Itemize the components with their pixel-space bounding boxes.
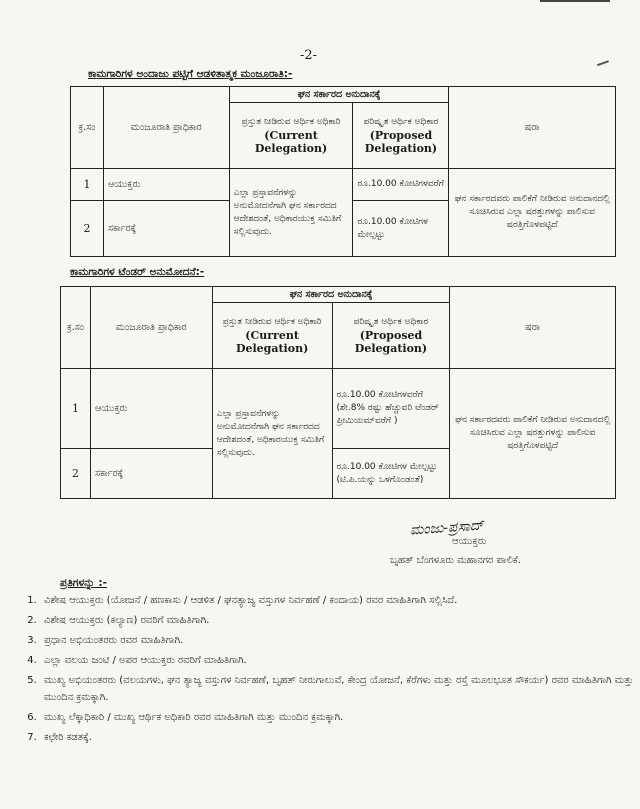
remarks-cell: ಘನ ಸರ್ಕಾರದವರು ಪಾಲಿಕೆಗೆ ನೀಡಿರುವ ಅನುದಾನದಲ್ಲಿ ಸೂಚಿಸಿರುವ ಎಲ್ಲಾ ಷರತ್ತುಗಳನ್ನು ಪಾಲಿಸುವ ಷರತ್ತಿಗೊಳಪಟ್ಟಿದೆ	[450, 369, 616, 499]
row-sl: 1	[71, 169, 104, 201]
top-edge-mark	[540, 0, 610, 5]
row-sl: 2	[71, 201, 104, 257]
col-remarks-header: ಷರಾ	[449, 87, 616, 169]
tender-approval-table	[60, 286, 616, 499]
current-delegation-cell: ಎಲ್ಲಾ ಪ್ರಸ್ತಾವನೆಗಳನ್ನು ಅನುಮೋದನೆಗಾಗಿ ಘನ ಸರ್ಕಾರದದ ಆದೇಶದಂತೆ, ಅಧಿಕಾರಯುಕ್ತ ಸಮಿತಿಗೆ ಸಲ್ಲಿಸುವುದು.	[212, 369, 332, 499]
col-authority-header: ಮಂಜೂರಾತಿ ಪ್ರಾಧಿಕಾರ	[90, 287, 212, 369]
handwritten-signature: ಮಂಜು-ಪ್ರಸಾದ್	[409, 517, 485, 539]
col-proposed-header	[353, 103, 449, 169]
proposed-en: (Proposed Delegation)	[354, 329, 428, 355]
row-authority: ಸರ್ಕಾರಕ್ಕೆ	[90, 449, 212, 499]
col-remarks-header: ಷರಾ	[450, 287, 616, 369]
approval-table	[70, 86, 616, 257]
row-proposed: ರೂ.10.00 ಕೋಟಿಗಳವರೆಗೆ	[353, 169, 449, 201]
col-sl-header: ಕ್ರ.ಸಂ	[61, 287, 91, 369]
current-en: (Current Delegation)	[235, 329, 309, 355]
section2-heading: ಕಾಮಗಾರಿಗಳ ಟೆಂಡರ್ ಅನುಮೋದನೆ:-	[70, 266, 205, 278]
organization-name: ಬೃಹತ್ ಬೆಂಗಳೂರು ಮಹಾನಗರ ಪಾಲಿಕೆ.	[390, 555, 521, 566]
row-authority: ಆಯುಕ್ತರು	[90, 369, 212, 449]
list-item: 5. ಮುಖ್ಯ ಅಭಿಯಂತರರು (ವಲಯಗಳು, ಘನ ತ್ಯಾಜ್ಯ ವಸ್ತುಗಳ ನಿರ್ವಹಣೆ, ಬೃಹತ್ ನೀರುಗಾಲುವೆ, ಕೇಂದ್ರ ಯೋಜನೆ, ಕೆರೆಗಳು ಮತ್ತು ರಸ್ತೆ ಮೂಲಭೂತ ಸೌಕರ್ಯ) ರವರ ಮಾಹಿತಿಗಾಗಿ ಮತ್ತು ಮುಂದಿನ ಕ್ರಮಕ್ಕಾಗಿ.	[40, 672, 640, 706]
grant-group-header: ಘನ ಸರ್ಕಾರದ ಅನುದಾನಕ್ಕೆ	[212, 287, 450, 303]
col-current-header	[229, 103, 353, 169]
col-authority-header: ಮಂಜೂರಾತಿ ಪ್ರಾಧಿಕಾರ	[103, 87, 229, 169]
section1-heading: ಕಾಮಗಾರಿಗಳ ಅಂದಾಜು ಪಟ್ಟಿಗೆ ಆಡಳಿತಾತ್ಮಕ ಮಂಜೂರಾತಿ:-	[88, 68, 293, 80]
row-authority: ಆಯುಕ್ತರು	[103, 169, 229, 201]
current-kn: ಪ್ರಸ್ತುತ ನೀಡಿರುವ ಆರ್ಥಿಕ ಅಧಿಕಾರಿ	[241, 117, 341, 127]
row-sl: 2	[61, 449, 91, 499]
list-item: 6. ಮುಖ್ಯ ಲೆಕ್ಕಾಧಿಕಾರಿ / ಮುಖ್ಯ ಆರ್ಥಿಕ ಅಧಿಕಾರಿ ರವರ ಮಾಹಿತಿಗಾಗಿ ಮತ್ತು ಮುಂದಿನ ಕ್ರಮಕ್ಕಾಗಿ.	[40, 709, 640, 726]
page-number: -2-	[300, 48, 318, 63]
remarks-cell: ಘನ ಸರ್ಕಾರದವರು ಪಾಲಿಕೆಗೆ ನೀಡಿರುವ ಅನುದಾನದಲ್ಲಿ ಸೂಚಿಸಿರುವ ಎಲ್ಲಾ ಷರತ್ತುಗಳನ್ನು ಪಾಲಿಸುವ ಷರತ್ತಿಗೊಳಪಟ್ಟಿದೆ	[449, 169, 616, 257]
table-row	[61, 369, 616, 449]
list-item: 2. ವಿಶೇಷ ಆಯುಕ್ತರು (ಕಲ್ಯಾಣ) ರವರಿಗೆ ಮಾಹಿತಿಗಾಗಿ.	[40, 612, 640, 629]
list-item: 7. ಕಛೇರಿ ಕಡತಕ್ಕೆ.	[40, 729, 640, 746]
table-row	[71, 169, 616, 201]
copies-heading: ಪ್ರತಿಗಳನ್ನು :-	[60, 577, 107, 589]
row-proposed: ರೂ.10.00 ಕೋಟಿಗಳವರೆಗೆ (ಶೇ.8% ರಷ್ಟು ಹೆಚ್ಚುವರಿ ಟೆಂಡರ್ ಪ್ರೀಮಿಯಮ್‌ವರೆಗೆ )	[332, 369, 450, 449]
grant-group-header: ಘನ ಸರ್ಕಾರದ ಅನುದಾನಕ್ಕೆ	[229, 87, 449, 103]
row-authority: ಸರ್ಕಾರಕ್ಕೆ	[103, 201, 229, 257]
col-proposed-header	[332, 303, 450, 369]
row-proposed: ರೂ.10.00 ಕೋಟಿಗಳ ಮೇಲ್ಪಟ್ಟು	[353, 201, 449, 257]
list-item: 1. ವಿಶೇಷ ಆಯುಕ್ತರು (ಯೋಜನೆ / ಹಣಕಾಸು / ಆಡಳಿತ / ಘನತ್ಯಾಜ್ಯ ವಸ್ತುಗಳ ನಿರ್ವಹಣೆ / ಕಂದಾಯ) ರವರ ಮಾಹಿತಿಗಾಗಿ ಸಲ್ಲಿಸಿದೆ.	[40, 592, 640, 609]
list-item: 4. ಎಲ್ಲಾ ವಲಯ ಜಂಟಿ / ಅಪರ ಆಯುಕ್ತರು ರವರಿಗೆ ಮಾಹಿತಿಗಾಗಿ.	[40, 652, 640, 669]
row-proposed: ರೂ.10.00 ಕೋಟಿಗಳ ಮೇಲ್ಪಟ್ಟು (ಟಿ.ಪಿ.ಯನ್ನು ಒಳಗೊಂಡಂತೆ)	[332, 449, 450, 499]
proposed-kn: ಪರಿಷ್ಕೃತ ಆರ್ಥಿಕ ಅಧಿಕಾರ	[353, 317, 429, 327]
copies-list	[16, 592, 640, 749]
proposed-kn: ಪರಿಷ್ಕೃತ ಆರ್ಥಿಕ ಅಧಿಕಾರ	[363, 117, 439, 127]
current-en: (Current Delegation)	[254, 129, 328, 155]
col-sl-header: ಕ್ರ.ಸಂ	[71, 87, 104, 169]
list-item: 3. ಪ್ರಧಾನ ಅಭಿಯಂತರರು ರವರ ಮಾಹಿತಿಗಾಗಿ.	[40, 632, 640, 649]
col-current-header	[212, 303, 332, 369]
current-kn: ಪ್ರಸ್ತುತ ನೀಡಿರುವ ಆರ್ಥಿಕ ಅಧಿಕಾರಿ	[222, 317, 322, 327]
proposed-en: (Proposed Delegation)	[364, 129, 438, 155]
signatory-title: ಆಯುಕ್ತರು	[452, 536, 487, 547]
current-delegation-cell: ಎಲ್ಲಾ ಪ್ರಸ್ತಾವನೆಗಳನ್ನು ಅನುಮೋದನೆಗಾಗಿ ಘನ ಸರ್ಕಾರದದ ಆದೇಶದಂತೆ, ಅಧಿಕಾರಯುಕ್ತ ಸಮಿತಿಗೆ ಸಲ್ಲಿಸುವುದು.	[229, 169, 353, 257]
row-sl: 1	[61, 369, 91, 449]
margin-pen-mark	[597, 60, 611, 72]
